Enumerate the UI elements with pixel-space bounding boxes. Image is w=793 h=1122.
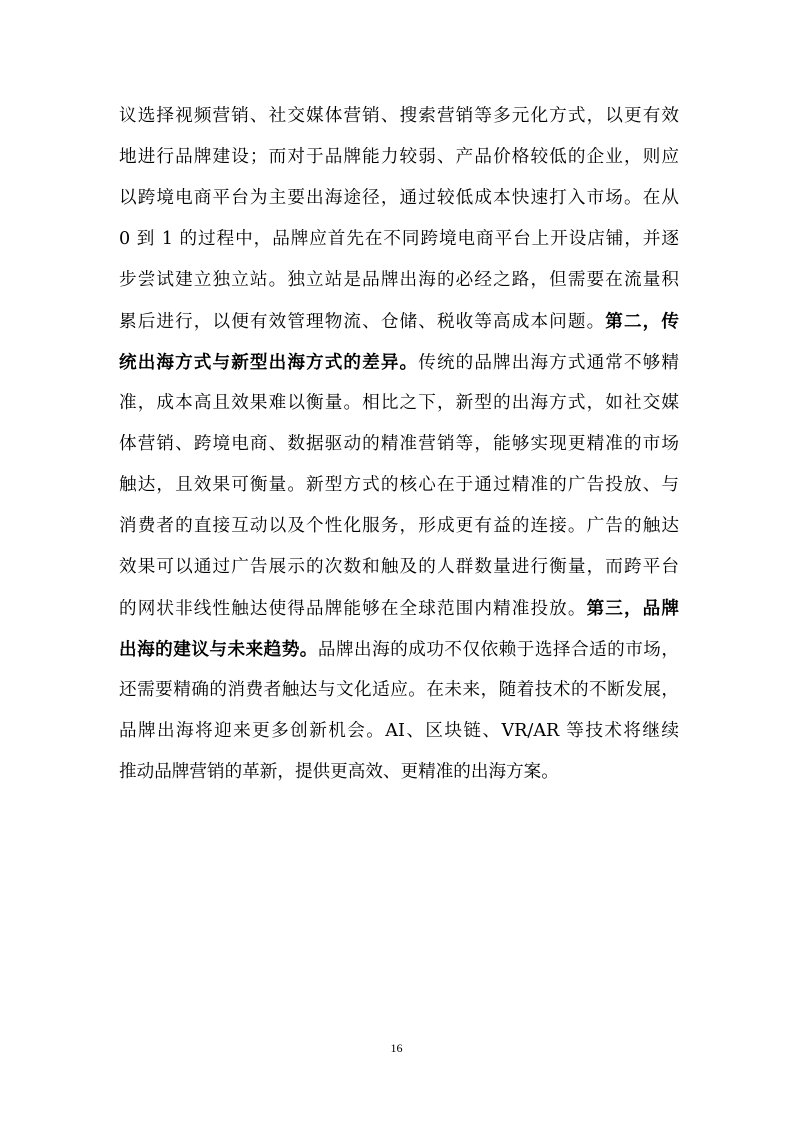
- text-line: [119, 383, 679, 424]
- body-paragraph: [119, 96, 679, 793]
- text-line: [119, 547, 679, 588]
- body-text-segment: 步尝试建立独立站。独立站是品牌出海的必经之路，但需要在流量积: [119, 270, 679, 290]
- body-text-segment: 累后进行，以便有效管理物流、仓储、税收等高成本问题。: [119, 312, 606, 332]
- text-line: [119, 342, 679, 383]
- body-text-segment: 传统的品牌出海方式通常不够精: [418, 353, 679, 373]
- text-line: [119, 752, 679, 793]
- text-line: [119, 219, 679, 260]
- text-line: [119, 424, 679, 465]
- text-line: [119, 588, 679, 629]
- bold-heading-text: 第三，品牌: [586, 598, 679, 619]
- body-text-segment: 还需要精确的消费者触达与文化适应。在未来，随着技术的不断发展，: [119, 680, 679, 700]
- text-line: [119, 137, 679, 178]
- body-text-segment: 消费者的直接互动以及个性化服务，形成更有益的连接。广告的触达: [119, 516, 679, 536]
- body-text-segment: 的网状非线性触达使得品牌能够在全球范围内精准投放。: [119, 599, 587, 619]
- body-text-segment: 准，成本高且效果难以衡量。相比之下，新型的出海方式，如社交媒: [119, 393, 679, 413]
- body-text-segment: 推动品牌营销的革新，提供更高效、更精准的出海方案。: [119, 762, 559, 782]
- body-text-segment: 效果可以通过广告展示的次数和触及的人群数量进行衡量，而跨平台: [119, 557, 679, 577]
- text-line: [119, 96, 679, 137]
- text-line: [119, 260, 679, 301]
- body-text-segment: 品牌出海将迎来更多创新机会。AI、区块链、VR/AR 等技术将继续: [119, 721, 679, 741]
- text-line: [119, 506, 679, 547]
- body-text-segment: 0 到 1 的过程中，品牌应首先在不同跨境电商平台上开设店铺，并逐: [119, 229, 679, 249]
- body-text-segment: 触达，且效果可衡量。新型方式的核心在于通过精准的广告投放、与: [119, 475, 679, 495]
- bold-heading-text: 第二，传: [605, 311, 679, 332]
- body-text-segment: 以跨境电商平台为主要出海途径，通过较低成本快速打入市场。在从: [119, 188, 679, 208]
- body-text-segment: 议选择视频营销、社交媒体营销、搜索营销等多元化方式，以更有效: [119, 106, 679, 126]
- bold-heading-text: 出海的建议与未来趋势。: [119, 639, 318, 660]
- text-line: [119, 465, 679, 506]
- text-line: [119, 178, 679, 219]
- body-text-segment: 地进行品牌建设；而对于品牌能力较弱、产品价格较低的企业，则应: [119, 147, 679, 167]
- text-line: [119, 711, 679, 752]
- body-text-segment: 体营销、跨境电商、数据驱动的精准营销等，能够实现更精准的市场: [119, 434, 679, 454]
- text-line: [119, 301, 679, 342]
- text-line: [119, 670, 679, 711]
- text-line: [119, 629, 679, 670]
- body-text-segment: 品牌出海的成功不仅依赖于选择合适的市场，: [317, 640, 679, 660]
- bold-heading-text: 统出海方式与新型出海方式的差异。: [119, 352, 419, 373]
- page-number: 16: [390, 1041, 403, 1055]
